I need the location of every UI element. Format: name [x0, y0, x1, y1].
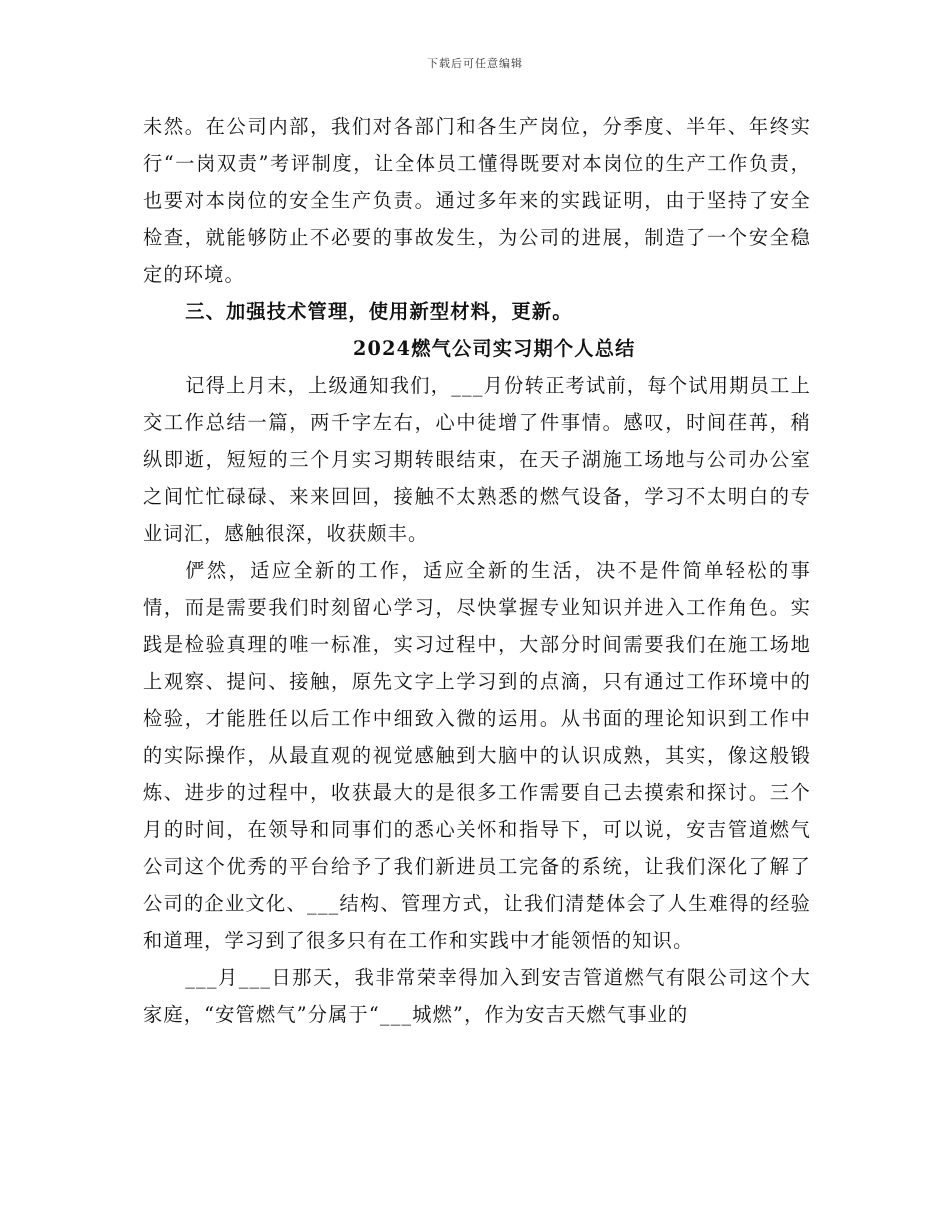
page-header: 下载后可任意编辑 — [427, 57, 523, 70]
document-body — [143, 108, 811, 1033]
section-heading: 三、加强技术管理，使用新型材料，更新。 — [185, 300, 573, 323]
paragraph-intro: 记得上月末，上级通知我们，___月份转正考试前，每个试用期员工上交工作总结一篇，两千字左右，心中徒增了件事情。感叹，时间荏苒，稍纵即逝，短短的三个月实习期转眼结束，在天子湖施工场地与公司办公室之间忙忙碌碌、来来回回，接触不太熟悉的燃气设备，学习不太明白的专业词汇，感触很深，收获颇丰。 — [143, 374, 811, 545]
paragraph-body: 俨然，适应全新的工作，适应全新的生活，决不是件简单轻松的事情，而是需要我们时刻留心学习，尽快掌握专业知识并进入工作角色。实践是检验真理的唯一标准，实习过程中，大部分时间需要我们在施工场地上观察、提问、接触，原先文字上学习到的点滴，只有通过工作环境中的检验，才能胜任以后工作中细致入微的运用。从书面的理论知识到工作中的实际操作，从最直观的视觉感触到大脑中的认识成熟，其实，像这般锻炼、进步的过程中，收获最大的是很多工作需要自己去摸索和探讨。三个月的时间，在领导和同事们的悉心关怀和指导下，可以说，安吉管道燃气公司这个优秀的平台给予了我们新进员工完备的系统，让我们深化了解了公司的企业文化、___结构、管理方式，让我们清楚体会了人生难得的经验和道理，学习到了很多只有在工作和实践中才能领悟的知识。 — [143, 559, 811, 952]
paragraph-closing: ___月___日那天，我非常荣幸得加入到安吉管道燃气有限公司这个大家庭，“安管燃气”分属于“___城燃”，作为安吉天燃气事业的 — [143, 966, 811, 1026]
document-title: 2024燃气公司实习期个人总结 — [353, 337, 636, 360]
paragraph-continuation: 未然。在公司内部，我们对各部门和各生产岗位，分季度、半年、年终实行“一岗双责”考评制度，让全体员工懂得既要对本岗位的生产工作负责，也要对本岗位的安全生产负责。通过多年来的实践证明，由于坚持了安全检查，就能够防止不必要的事故发生，为公司的进展，制造了一个安全稳定的环境。 — [143, 115, 811, 286]
